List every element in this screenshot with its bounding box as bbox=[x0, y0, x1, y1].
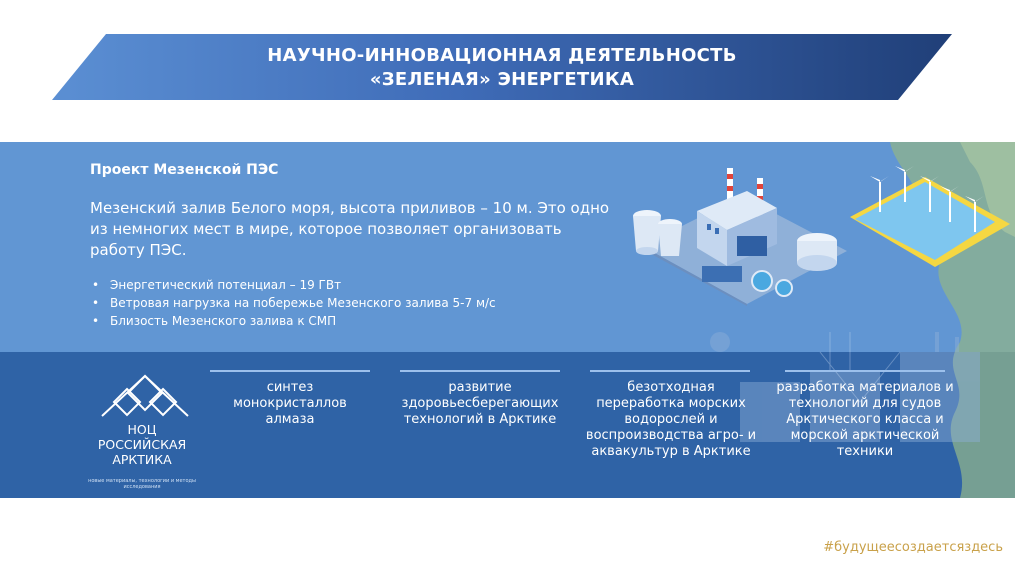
logo-text bbox=[80, 422, 204, 467]
direction-1-label: синтез монокристаллов алмаза bbox=[233, 380, 347, 427]
direction-4-label: разработка материалов и технологий для судов Арктического класса и морской арктической техники bbox=[776, 380, 954, 459]
logo-subtitle: новые материалы, технологии и методы исследования bbox=[88, 478, 196, 490]
page-title-line-2: «ЗЕЛЕНАЯ» ЭНЕРГЕТИКА bbox=[369, 69, 635, 90]
direction-4-divider bbox=[785, 370, 945, 372]
direction-3-divider bbox=[590, 370, 750, 372]
list-item: • Ветровая нагрузка на побережье Мезенского залива 5-7 м/с bbox=[90, 294, 496, 312]
logo-line-2: РОССИЙСКАЯ bbox=[97, 437, 187, 452]
page-title bbox=[52, 44, 952, 92]
list-item: • Близость Мезенского залива к СМП bbox=[90, 312, 496, 330]
list-item: • Энергетический потенциал – 19 ГВт bbox=[90, 276, 496, 294]
page-title-line-1: НАУЧНО-ИННОВАЦИОННАЯ ДЕЯТЕЛЬНОСТЬ bbox=[267, 45, 737, 66]
logo-line-3: АРКТИКА bbox=[112, 452, 172, 467]
wind-farm-illustration bbox=[845, 162, 1015, 282]
direction-2-label: развитие здоровьесберегающих технологий в Арктике bbox=[401, 380, 559, 427]
main-panel bbox=[0, 142, 1015, 498]
project-description: Мезенский залив Белого моря, высота приливов – 10 м. Это одно из немногих мест в мире, которое позволяет организовать работу ПЭС. bbox=[90, 199, 610, 259]
project-facts-list bbox=[90, 276, 496, 330]
noc-logo-icon bbox=[100, 374, 190, 418]
direction-1-divider bbox=[210, 370, 370, 372]
direction-3-label: безотходная переработка морских водорослей и воспроизводства агро- и аквакультур в Арктике bbox=[585, 380, 757, 459]
hashtag: #будущеесоздаетсяздесь bbox=[823, 540, 1003, 555]
tidal-power-plant-illustration bbox=[622, 156, 852, 306]
project-title: Проект Мезенской ПЭС bbox=[90, 162, 279, 178]
direction-2-divider bbox=[400, 370, 560, 372]
logo-line-1: НОЦ bbox=[127, 422, 157, 437]
